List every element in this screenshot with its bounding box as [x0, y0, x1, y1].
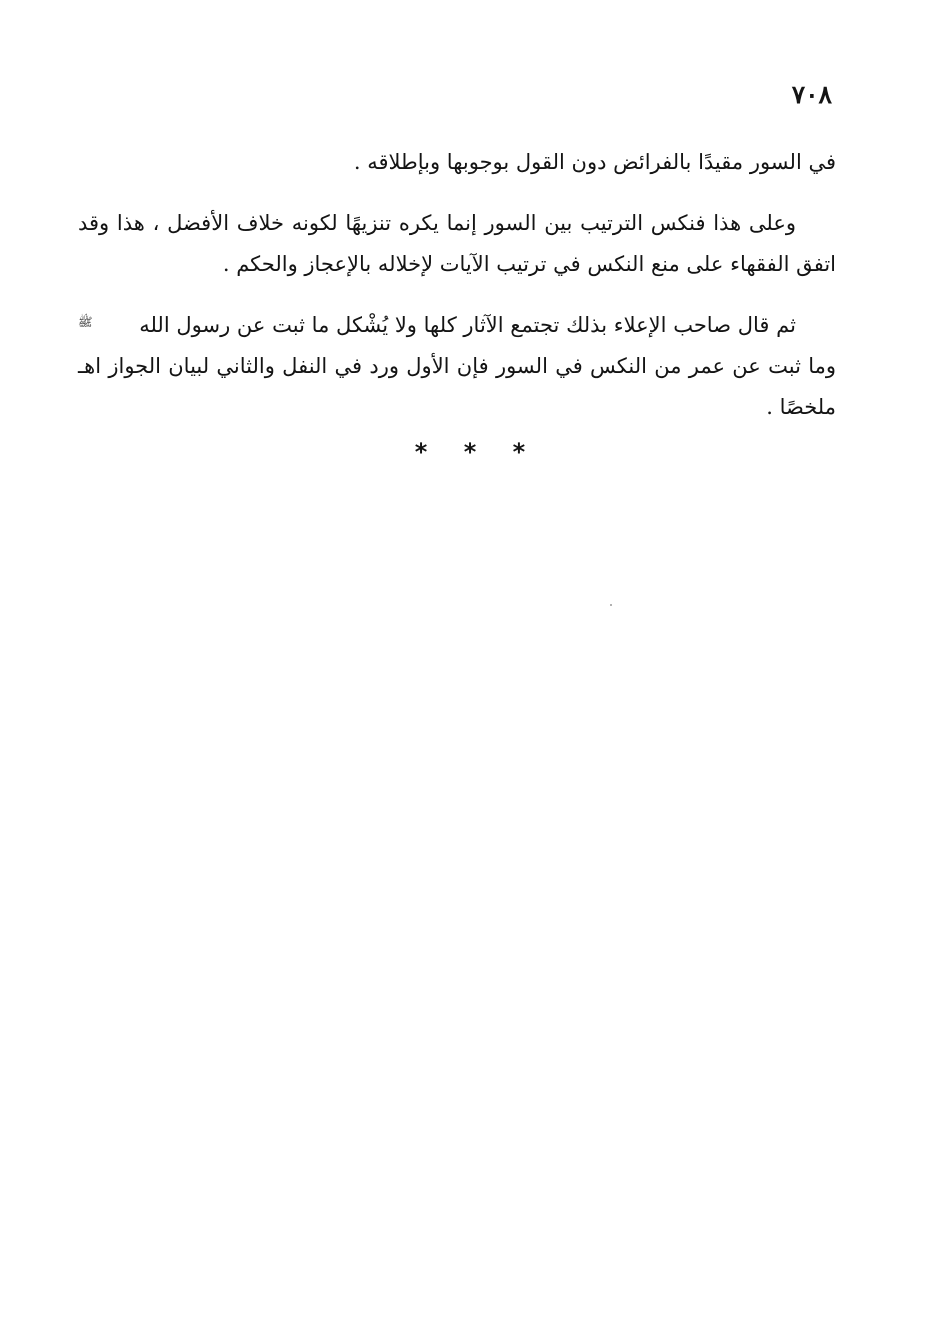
paragraph-3-part-1: ثم قال صاحب الإعلاء بذلك تجتمع الآثار كلها ولا يُشْكل ما ثبت عن رسول الله [139, 313, 796, 337]
scan-speck [610, 604, 612, 606]
separator-star: * [463, 438, 477, 466]
honorific-mark: ﷺ [78, 315, 93, 329]
paragraph-3 [78, 305, 836, 428]
paragraph-1: في السور مقيدًا بالفرائض دون القول بوجوبها وبإطلاقه . [353, 150, 836, 174]
separator-star: * [512, 438, 526, 466]
body-text [78, 142, 836, 448]
paragraph-3-part-2: وما ثبت عن عمر من النكس في السور فإن الأول ورد في النفل والثاني لبيان الجواز اهـ ملخصًا . [78, 354, 836, 419]
paragraph-2: وعلى هذا فنكس الترتيب بين السور إنما يكره تنزيهًا لكونه خلاف الأفضل ، هذا وقد اتفق الفقهاء على منع النكس في ترتيب الآيات لإخلاله بالإعجاز والحكم . [78, 211, 836, 276]
section-separator [0, 440, 940, 464]
separator-star: * [414, 438, 428, 466]
page-number: ٧٠٨ [791, 80, 832, 109]
